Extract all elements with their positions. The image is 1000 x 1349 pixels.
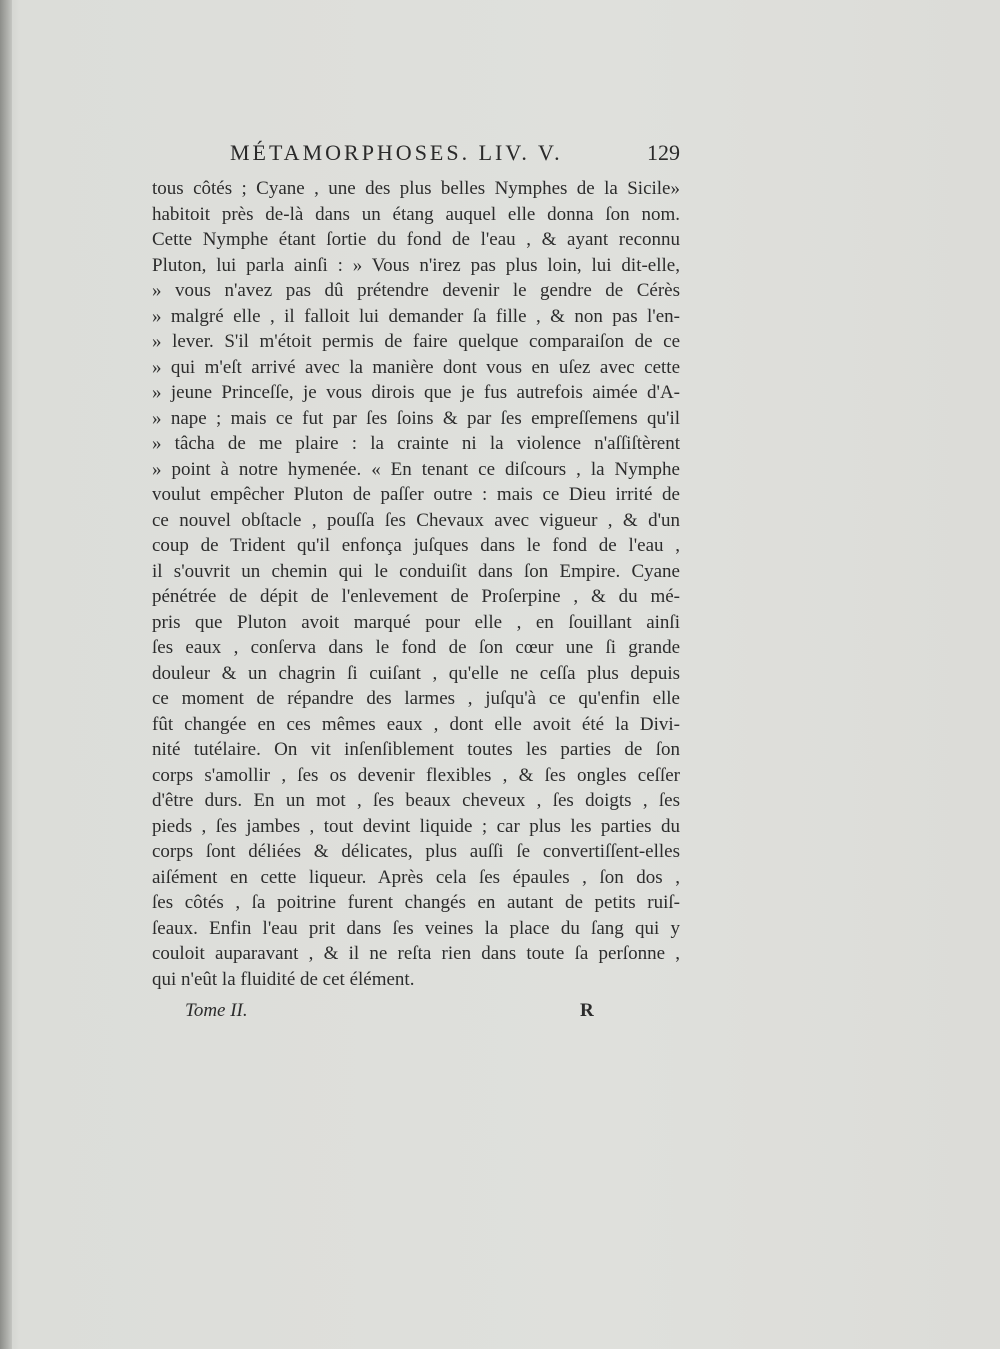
- text-line: » malgré elle , il falloit lui demander ſa fille , & non pas l'en-: [152, 305, 680, 327]
- text-line: habitoit près de-là dans un étang auquel elle donna ſon nom.: [152, 203, 680, 225]
- text-line: d'être durs. En un mot , ſes beaux cheveux , ſes doigts , ſes: [152, 790, 680, 811]
- text-line: » vous n'avez pas dû prétendre devenir le gendre de Cérès: [152, 280, 680, 301]
- text-line: nité tutélaire. On vit inſenſiblement toutes les parties de ſon: [152, 739, 680, 760]
- text-line: couloit auparavant , & il ne reſta rien dans toute ſa perſonne ,: [152, 943, 680, 964]
- text-line: fût changée en ces mêmes eaux , dont elle avoit été la Divi-: [152, 713, 680, 735]
- text-line: corps s'amollir , ſes os devenir flexibles , & ſes ongles ceſſer: [152, 764, 680, 786]
- text-line: » point à notre hymenée. « En tenant ce diſcours , la Nymphe: [152, 458, 680, 480]
- text-line: pénétrée de dépit de l'enlevement de Proſerpine , & du mé-: [152, 586, 680, 607]
- text-line: » tâcha de me plaire : la crainte ni la violence n'aſſiſtèrent: [152, 433, 680, 454]
- text-line: ſes côtés , ſa poitrine furent changés en autant de petits ruiſ-: [152, 892, 680, 913]
- volume-label: Tome II.: [185, 1000, 248, 1021]
- page-header: [230, 140, 690, 176]
- text-line: ſes eaux , conſerva dans le fond de ſon cœur une ſi grande: [152, 637, 680, 658]
- signature-mark: R: [580, 1000, 594, 1021]
- text-line: ce moment de répandre des larmes , juſqu'à ce qu'enfin elle: [152, 688, 680, 709]
- text-line: pieds , ſes jambes , tout devint liquide ; car plus les parties du: [152, 815, 680, 837]
- text-line: Cette Nymphe étant ſortie du fond de l'eau , & ayant reconnu: [152, 229, 680, 250]
- text-line: douleur & un chagrin ſi cuiſant , qu'elle ne ceſſa plus depuis: [152, 662, 680, 684]
- text-line: qui n'eût la fluidité de cet élément.: [152, 968, 415, 990]
- body-text: [152, 176, 680, 992]
- page-number: 129: [647, 140, 680, 165]
- text-line: tous côtés ; Cyane , une des plus belles Nymphes de la Sicile»: [152, 178, 680, 199]
- text-line: voulut empêcher Pluton de paſſer outre : mais ce Dieu irrité de: [152, 484, 680, 505]
- running-title: MÉTAMORPHOSES. LIV. V.: [230, 140, 563, 165]
- text-line: Pluton, lui parla ainſi : » Vous n'irez pas plus loin, lui dit-elle,: [152, 254, 680, 276]
- text-line: il s'ouvrit un chemin qui le conduiſit dans ſon Empire. Cyane: [152, 560, 680, 582]
- text-line: coup de Trident qu'il enfonça juſques dans le fond de l'eau ,: [152, 535, 680, 556]
- text-line: corps ſont déliées & délicates, plus auſſi ſe convertiſſent-elles: [152, 841, 680, 862]
- text-line: » lever. S'il m'étoit permis de faire quelque comparaiſon de ce: [152, 331, 680, 352]
- page-gutter-shadow: [0, 0, 12, 1349]
- text-line: aiſément en cette liqueur. Après cela ſes épaules , ſon dos ,: [152, 866, 680, 888]
- text-line: » nape ; mais ce fut par ſes ſoins & par ſes empreſſemens qu'il: [152, 407, 680, 429]
- text-line: ſeaux. Enfin l'eau prit dans ſes veines la place du ſang qui y: [152, 917, 680, 939]
- text-line: » jeune Princeſſe, je vous dirois que je fus autrefois aimée d'A-: [152, 382, 680, 403]
- text-line: » qui m'eſt arrivé avec la manière dont vous en uſez avec cette: [152, 356, 680, 378]
- text-line: pris que Pluton avoit marqué pour elle , en ſouillant ainſi: [152, 611, 680, 633]
- text-line: ce nouvel obſtacle , pouſſa ſes Chevaux avec vigueur , & d'un: [152, 509, 680, 531]
